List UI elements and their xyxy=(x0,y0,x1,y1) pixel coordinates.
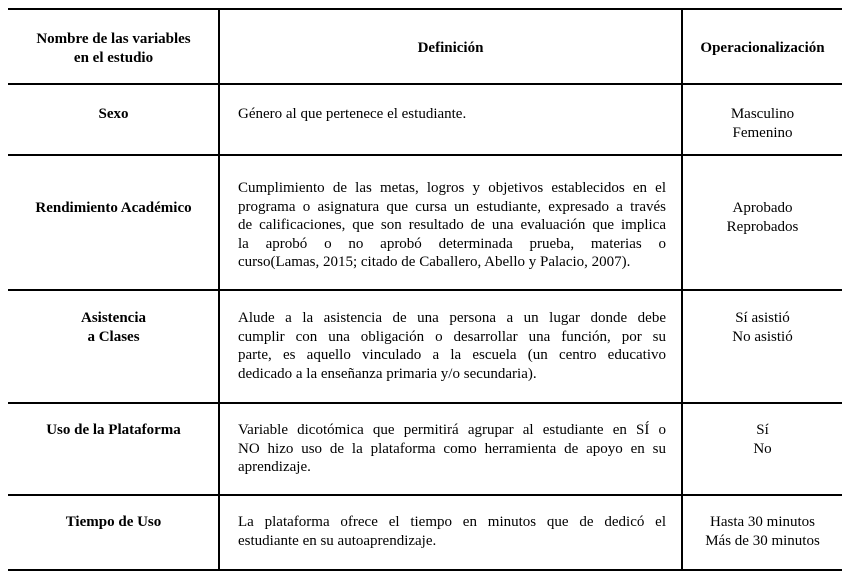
cell-text: No xyxy=(753,440,772,457)
cell-text: No asistió xyxy=(732,328,793,345)
row-divider xyxy=(8,154,842,156)
cell-text: Más de 30 minutos xyxy=(705,532,820,549)
row-asistencia-definition xyxy=(238,309,666,383)
cell-text: Reprobados xyxy=(726,218,799,235)
cell-text: de calificaciones, que son resultado de una evaluación que implica xyxy=(238,217,666,234)
cell-text: Sí asistió xyxy=(735,310,790,326)
table-top-rule xyxy=(8,8,842,10)
cell-text: Variable dicotómica que permitirá agrupar al estudiante en SÍ o xyxy=(238,422,666,438)
row-rendimiento-definition xyxy=(238,179,666,272)
row-tiempo-name xyxy=(8,513,219,532)
row-rendimiento-name xyxy=(8,199,219,218)
row-sexo-definition xyxy=(238,105,666,124)
cell-text: Alude a la asistencia de una persona a un lugar donde debe xyxy=(238,310,666,326)
row-asistencia-operationalization xyxy=(683,309,842,346)
cell-text: a Clases xyxy=(87,328,140,345)
row-asistencia-name xyxy=(8,309,219,346)
header-operationalization: Operacionalización xyxy=(700,40,825,56)
cell-text: Aprobado xyxy=(732,200,793,216)
row-tiempo-operationalization xyxy=(683,513,842,550)
cell-text: Hasta 30 minutos xyxy=(710,514,815,530)
cell-text: Asistencia xyxy=(81,310,146,326)
row-uso-operationalization xyxy=(683,421,842,458)
row-uso-name xyxy=(8,421,219,440)
cell-text: Femenino xyxy=(732,124,793,141)
cell-text: Género al que pertenece el estudiante. xyxy=(238,106,467,122)
row-rendimiento-operationalization xyxy=(683,199,842,236)
cell-text: Masculino xyxy=(730,106,795,122)
cell-text: Rendimiento Académico xyxy=(35,200,192,216)
cell-text: programa o asignatura que cursa un estudiante, expresado a través xyxy=(238,198,666,215)
cell-text: dedicado a la enseñanza primaria y/o secundaria). xyxy=(238,365,537,382)
cell-text: Cumplimiento de las metas, logros y objetivos establecidos en el xyxy=(238,180,666,196)
cell-text: La plataforma ofrece el tiempo en minutos que de dedicó el xyxy=(238,514,666,530)
header-text: Nombre de las variables xyxy=(36,31,191,47)
cell-text: estudiante en su autoaprendizaje. xyxy=(238,532,437,549)
cell-text: aprendizaje. xyxy=(238,459,311,476)
cell-text: la aprobó o no aprobó determinada prueba, materias o xyxy=(238,235,666,252)
row-divider xyxy=(8,83,842,85)
header-definition: Definición xyxy=(417,40,484,56)
cell-text: cumplir con una obligación o desarrollar una función, por su xyxy=(238,328,666,345)
header-variable-name xyxy=(8,30,219,67)
column-divider xyxy=(218,8,220,571)
row-uso-definition xyxy=(238,421,666,477)
cell-text: curso(Lamas, 2015; citado de Caballero, Abello y Palacio, 2007). xyxy=(238,254,631,271)
row-divider xyxy=(8,494,842,496)
header-text: en el estudio xyxy=(73,49,154,66)
column-divider xyxy=(681,8,683,571)
row-sexo-name xyxy=(8,105,219,124)
cell-text: Sexo xyxy=(98,106,129,122)
cell-text: NO hizo uso de la plataforma como herramienta de apoyo en su xyxy=(238,440,666,457)
row-divider xyxy=(8,289,842,291)
cell-text: Tiempo de Uso xyxy=(65,514,162,530)
row-sexo-operationalization xyxy=(683,105,842,142)
cell-text: parte, es aquello vinculado a la escuela (un centro educativo xyxy=(238,347,666,364)
cell-text: Uso de la Plataforma xyxy=(46,422,181,438)
table-bottom-rule xyxy=(8,569,842,571)
row-tiempo-definition xyxy=(238,513,666,550)
cell-text: Sí xyxy=(756,422,769,438)
row-divider xyxy=(8,402,842,404)
